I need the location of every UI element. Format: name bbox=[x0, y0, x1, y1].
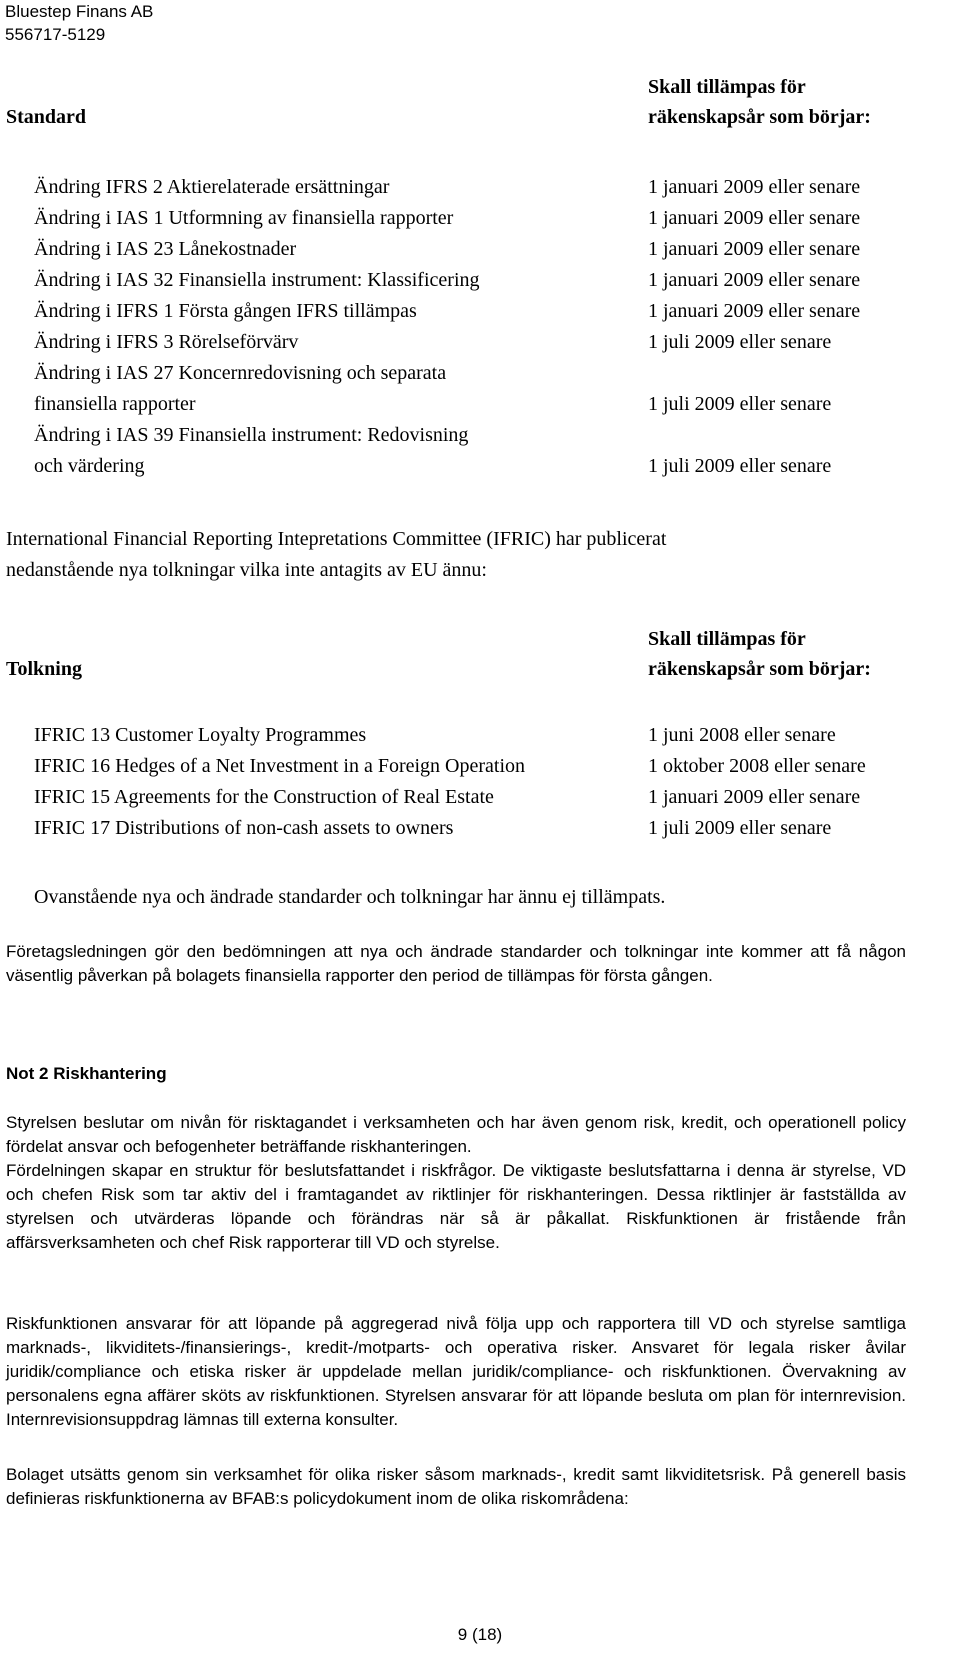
interpretation-name: IFRIC 16 Hedges of a Net Investment in a Foreign Operation bbox=[34, 755, 526, 777]
standard-name: Ändring i IAS 1 Utformning av finansiella rapporter bbox=[34, 207, 454, 229]
company-name: Bluestep Finans AB bbox=[5, 2, 154, 21]
standard-name: Ändring i IAS 23 Lånekostnader bbox=[34, 238, 297, 260]
table-row bbox=[34, 296, 934, 327]
management-assessment-text: Företagsledningen gör den bedömningen att nya och ändrade standarder och tolkningar inte kommer att få någon väsentlig påverkan på bolagets finansiella rapporter den period de tillämpas för första gången. bbox=[6, 942, 906, 985]
interpretations-col2-header-line1: Skall tillämpas för bbox=[648, 628, 806, 650]
interpretations-col1-header: Tolkning bbox=[6, 658, 82, 680]
table-row bbox=[34, 234, 934, 265]
interpretations-col2-header-line2: räkenskapsår som börjar: bbox=[648, 658, 871, 680]
table-row bbox=[34, 751, 934, 782]
interpretation-name: IFRIC 15 Agreements for the Construction of Real Estate bbox=[34, 786, 494, 808]
effective-date: 1 juli 2009 eller senare bbox=[648, 393, 832, 415]
note2-paragraph-1 bbox=[6, 1111, 906, 1255]
effective-date: 1 juli 2009 eller senare bbox=[648, 455, 832, 477]
effective-date: 1 januari 2009 eller senare bbox=[648, 207, 861, 229]
standard-name: finansiella rapporter bbox=[34, 393, 196, 415]
standard-name: Ändring i IAS 27 Koncernredovisning och separata bbox=[34, 362, 447, 384]
effective-date: 1 januari 2009 eller senare bbox=[648, 176, 861, 198]
standard-name: Ändring i IFRS 3 Rörelseförvärv bbox=[34, 331, 299, 353]
standard-name: Ändring i IAS 32 Finansiella instrument: Klassificering bbox=[34, 269, 480, 291]
effective-date: 1 januari 2009 eller senare bbox=[648, 300, 861, 322]
standards-table-body bbox=[34, 172, 934, 482]
standard-name: Ändring i IFRS 1 Första gången IFRS tillämpas bbox=[34, 300, 417, 322]
table-row bbox=[34, 420, 934, 451]
note2-paragraph-2 bbox=[6, 1312, 906, 1432]
table-row bbox=[34, 720, 934, 751]
effective-date: 1 juli 2009 eller senare bbox=[648, 817, 832, 839]
effective-date: 1 juli 2009 eller senare bbox=[648, 331, 832, 353]
note2-p2: Riskfunktionen ansvarar för att löpande på aggregerad nivå följa upp och rapportera till VD och styrelse samtliga marknads-, likviditets-/finansierings-, kredit-/motparts- och operativa risker. Ansvaret för legala risker åvilar juridik/compliance och etiska risker är uppdelade mellan juridik/compliance- och riskfunktionen. Övervakning av personalens egna affärer sköts av riskfunktionen. Styrelsen ansvarar för att löpande besluta om plan för internrevision. Internrevisionsuppdrag lämnas till externa konsulter. bbox=[6, 1314, 906, 1429]
table-row bbox=[34, 265, 934, 296]
note2-p1b: Fördelningen skapar en struktur för beslutsfattandet i riskfrågor. De viktigaste beslutsfattarna i denna är styrelse, VD och chefen Risk som tar aktiv del i framtagandet av riktlinjer för riskhanteringen. Dessa riktlinjer är fastställda av styrelsen och utvärderas löpande och förändras när så är påkallat. Riskfunktionen är fristående från affärsverksamheten och chef Risk rapporterar till VD och styrelse. bbox=[6, 1161, 906, 1252]
table-row bbox=[34, 451, 934, 482]
standards-col2-header-line2: räkenskapsår som börjar: bbox=[648, 106, 871, 128]
table-row bbox=[34, 203, 934, 234]
table-row bbox=[34, 172, 934, 203]
standards-col1-header: Standard bbox=[6, 106, 87, 128]
standard-name: Ändring i IAS 39 Finansiella instrument: Redovisning bbox=[34, 424, 469, 446]
standard-name: Ändring IFRS 2 Aktierelaterade ersättningar bbox=[34, 176, 390, 198]
management-assessment bbox=[6, 940, 906, 988]
table-row bbox=[34, 358, 934, 389]
standards-col2-header bbox=[648, 72, 871, 132]
standard-name: och värdering bbox=[34, 455, 145, 477]
note2-paragraph-3 bbox=[6, 1463, 906, 1511]
interpretations-table-body bbox=[34, 720, 934, 844]
table-row bbox=[34, 389, 934, 420]
table-row bbox=[34, 813, 934, 844]
standards-col2-header-line1: Skall tillämpas för bbox=[648, 76, 806, 98]
ifric-intro-line1: International Financial Reporting Intepretations Committee (IFRIC) har publicerat bbox=[6, 528, 667, 550]
table-row bbox=[34, 327, 934, 358]
not-applied-note: Ovanstående nya och ändrade standarder och tolkningar har ännu ej tillämpats. bbox=[34, 886, 666, 908]
ifric-intro-line2: nedanstående nya tolkningar vilka inte antagits av EU ännu: bbox=[6, 559, 487, 581]
note2-p3: Bolaget utsätts genom sin verksamhet för olika risker såsom marknads-, kredit samt likviditetsrisk. På generell basis definieras riskfunktionerna av BFAB:s policydokument inom de olika riskområdena: bbox=[6, 1465, 906, 1508]
note2-p1a: Styrelsen beslutar om nivån för risktagandet i verksamheten och har även genom risk, kredit, och operationell policy fördelat ansvar och befogenheter beträffande riskhanteringen. bbox=[6, 1113, 906, 1156]
interpretation-name: IFRIC 17 Distributions of non-cash assets to owners bbox=[34, 817, 454, 839]
org-number: 556717-5129 bbox=[5, 25, 106, 44]
note2-heading: Not 2 Riskhantering bbox=[6, 1064, 167, 1083]
interpretations-col2-header bbox=[648, 624, 871, 684]
page-number: 9 (18) bbox=[457, 1625, 503, 1644]
effective-date: 1 oktober 2008 eller senare bbox=[648, 755, 866, 777]
ifric-intro bbox=[6, 524, 906, 586]
interpretation-name: IFRIC 13 Customer Loyalty Programmes bbox=[34, 724, 367, 746]
effective-date: 1 januari 2009 eller senare bbox=[648, 238, 861, 260]
document-header bbox=[5, 0, 153, 46]
effective-date: 1 juni 2008 eller senare bbox=[648, 724, 836, 746]
effective-date: 1 januari 2009 eller senare bbox=[648, 269, 861, 291]
table-row bbox=[34, 782, 934, 813]
effective-date: 1 januari 2009 eller senare bbox=[648, 786, 861, 808]
